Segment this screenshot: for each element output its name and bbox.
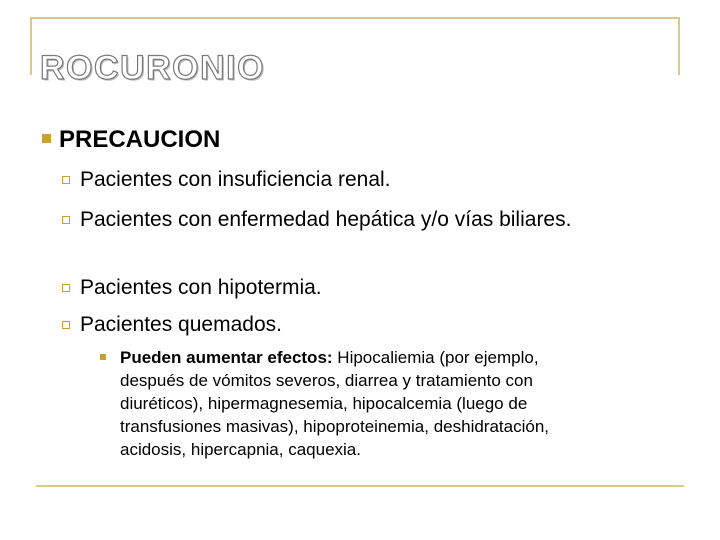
heading-text: PRECAUCION [59,126,221,153]
hollow-square-bullet-icon [62,321,70,329]
list-item [62,206,662,234]
frame-bottom-line [36,485,684,487]
list-item-text: Pacientes con insuficiencia renal. [80,168,391,191]
sub-list-item-text [120,346,590,461]
note-label: Pueden aumentar efectos: [120,348,333,367]
square-bullet-icon [100,354,106,360]
hollow-square-bullet-icon [62,176,70,184]
list-item-text: Pacientes quemados. [80,313,282,336]
list-item [62,311,662,339]
list-item-text: Pacientes con enfermedad hepática y/o vías biliares. [80,208,572,231]
square-bullet-icon [42,134,51,143]
frame-top-line [30,17,680,19]
list-item [62,166,662,194]
list-item [62,274,662,302]
sub-list-item [100,346,590,461]
hollow-square-bullet-icon [62,284,70,292]
slide-title: ROCURONIO [40,49,266,87]
frame-left-line [30,17,32,75]
frame-right-line [678,17,680,75]
hollow-square-bullet-icon [62,216,70,224]
list-item-text: Pacientes con hipotermia. [80,276,322,299]
heading-item [42,125,220,155]
note-text: Hipocaliemia (por ejemplo, después de vómitos severos, diarrea y tratamiento con diuréticos), hipermagnesemia, hipocalcemia (luego de transfusiones masivas), hipoproteinemia, deshidratación, acidosis, hipercapnia, caquexia. [120,348,550,459]
